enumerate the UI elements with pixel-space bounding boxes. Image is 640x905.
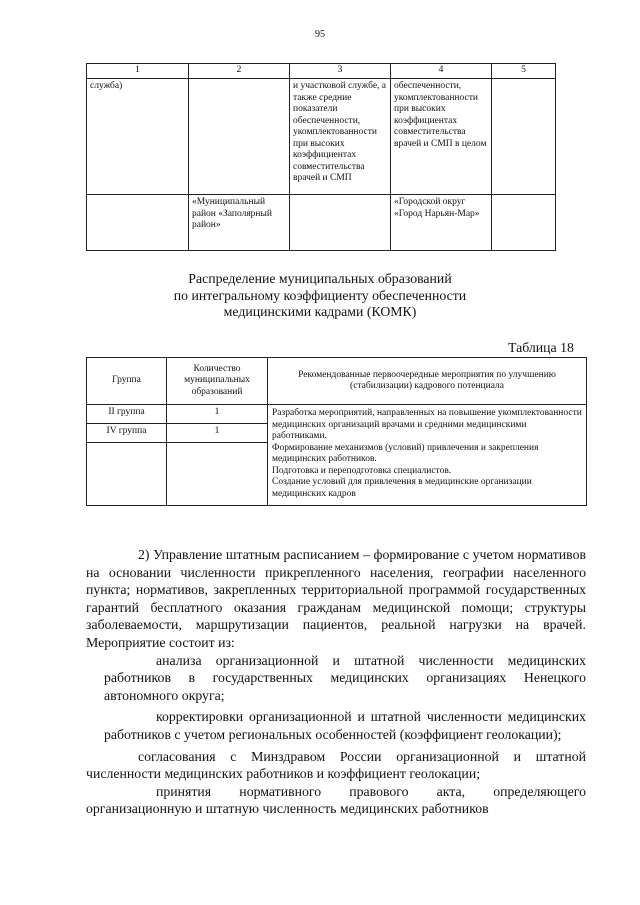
table-cell	[189, 79, 290, 195]
header-group: Группа	[87, 358, 167, 405]
header-count: Количество муниципальных образований	[167, 358, 268, 405]
table-row	[87, 405, 587, 424]
column-number: 1	[87, 64, 189, 79]
table-cell: служба)	[87, 79, 189, 195]
table-cell: «Городской округ «Город Нарьян-Мар»	[391, 195, 492, 251]
list-item: принятия нормативного правового акта, определяющего организационную и штатную численность медицинских работников	[86, 783, 586, 817]
table-cell: «Муниципальный район «Заполярный район»	[189, 195, 290, 251]
section-heading	[0, 271, 640, 321]
measure-item: Формирование механизмов (условий) привлечения и закрепления медицинских работников.	[272, 442, 539, 464]
table-header-row	[87, 358, 587, 405]
column-number: 3	[290, 64, 391, 79]
list-item: анализа организационной и штатной численности медицинских работников в государственных медицинских организациях Ненецкого автономного округа;	[104, 652, 586, 703]
table-header-row	[87, 64, 556, 79]
heading-line: медицинскими кадрами (КОМК)	[223, 304, 417, 319]
group-cell: IV группа	[87, 424, 167, 443]
heading-line: по интегральному коэффициенту обеспеченности	[173, 287, 467, 303]
table-cell: обеспеченности, укомплектованности при высоких коэффициентах совместительства врачей и СМП в целом	[391, 79, 492, 195]
column-number: 5	[492, 64, 556, 79]
body-text	[86, 546, 586, 818]
count-cell: 1	[167, 405, 268, 424]
table-cell	[492, 195, 556, 251]
list-item: согласования с Минздравом России организационной и штатной численности медицинских работников и коэффициент геолокации;	[86, 748, 586, 782]
table-18	[86, 357, 587, 506]
table-label: Таблица 18	[508, 340, 574, 355]
list-item: корректировки организационной и штатной численности медицинских работников с учетом региональных особенностей (коэффициент геолокации);	[104, 709, 586, 742]
column-number: 2	[189, 64, 290, 79]
header-measures: Рекомендованные первоочередные мероприятия по улучшению (стабилизации) кадрового потенциала	[268, 358, 587, 405]
count-cell: 1	[167, 424, 268, 443]
page-number: 95	[315, 29, 325, 40]
table-cell	[492, 79, 556, 195]
table-cell	[87, 195, 189, 251]
paragraph: 2) Управление штатным расписанием – формирование с учетом нормативов на основании численности прикрепленного населения, географии населенного пункта; нормативов, закрепленных территориальной программой государственных гарантий бесплатного оказания гражданам медицинской помощи; структуры заболеваемости, маршрутизации пациентов, реальной нагрузки на врачей. Мероприятие состоит из:	[86, 547, 586, 650]
measures-cell	[268, 405, 587, 506]
table-row	[87, 79, 556, 195]
table-cell	[290, 195, 391, 251]
table-cell: и участковой службе, а также средние показатели обеспеченности, укомплектованности при высоких коэффициентах совместительства врачей и СМП	[290, 79, 391, 195]
measure-item: Создание условий для привлечения в медицинские организации медицинских кадров	[272, 477, 532, 499]
empty-cell	[167, 443, 268, 506]
measure-item: Подготовка и переподготовка специалистов.	[272, 465, 452, 476]
empty-cell	[87, 443, 167, 506]
group-cell: II группа	[87, 405, 167, 424]
column-number: 4	[391, 64, 492, 79]
table-row	[87, 195, 556, 251]
heading-line: Распределение муниципальных образований	[188, 271, 452, 286]
measure-item: Разработка мероприятий, направленных на повышение укомплектованности медицинских организаций врачами и средними медицинскими работниками.	[272, 408, 582, 441]
continued-table	[86, 63, 556, 251]
